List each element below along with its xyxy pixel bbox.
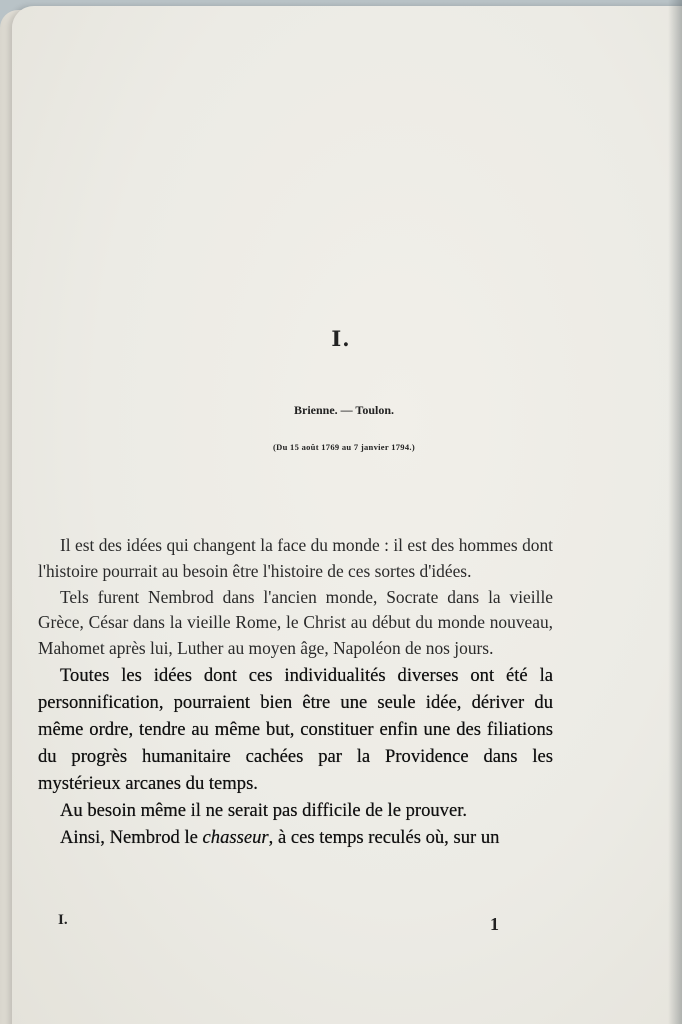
chapter-dates: (Du 15 août 1769 au 7 janvier 1794.) [273,442,415,452]
body-text [38,533,553,851]
paragraph: Il est des idées qui changent la face du monde : il est des hommes dont l'histoire pourrait au besoin être l'histoire de ces sortes d'idées. [38,535,553,581]
book-page [12,6,682,1024]
paragraph-text-start: Ainsi, Nembrod le [60,826,203,848]
signature-mark: I. [58,912,68,928]
italic-word: chasseur [202,826,269,848]
paragraph: Au besoin même il ne serait pas difficile de le prouver. [60,799,468,821]
chapter-number: I. [331,326,351,351]
paragraph-text-end: , à ces temps reculés où, sur un [268,826,500,848]
chapter-title: Brienne. — Toulon. [293,403,395,417]
page-shadow [668,0,682,1024]
paragraph: Tels furent Nembrod dans l'ancien monde, Socrate dans la vieille Grèce, César dans la vieille Rome, le Christ au début du monde nouveau, Mahomet après lui, Luther au moyen âge, Napoléon de nos jours. [38,586,553,659]
page-number: 1 [490,914,499,934]
paragraph [38,824,553,851]
paragraph: Toutes les idées dont ces individualités diverses ont été la personnification, pourraient bien être une seule idée, dériver du même ordre, tendre au même but, constituer enfin une des filiations du progrès humanitaire cachées par la Providence dans les mystérieux arcanes du temps. [38,664,553,794]
